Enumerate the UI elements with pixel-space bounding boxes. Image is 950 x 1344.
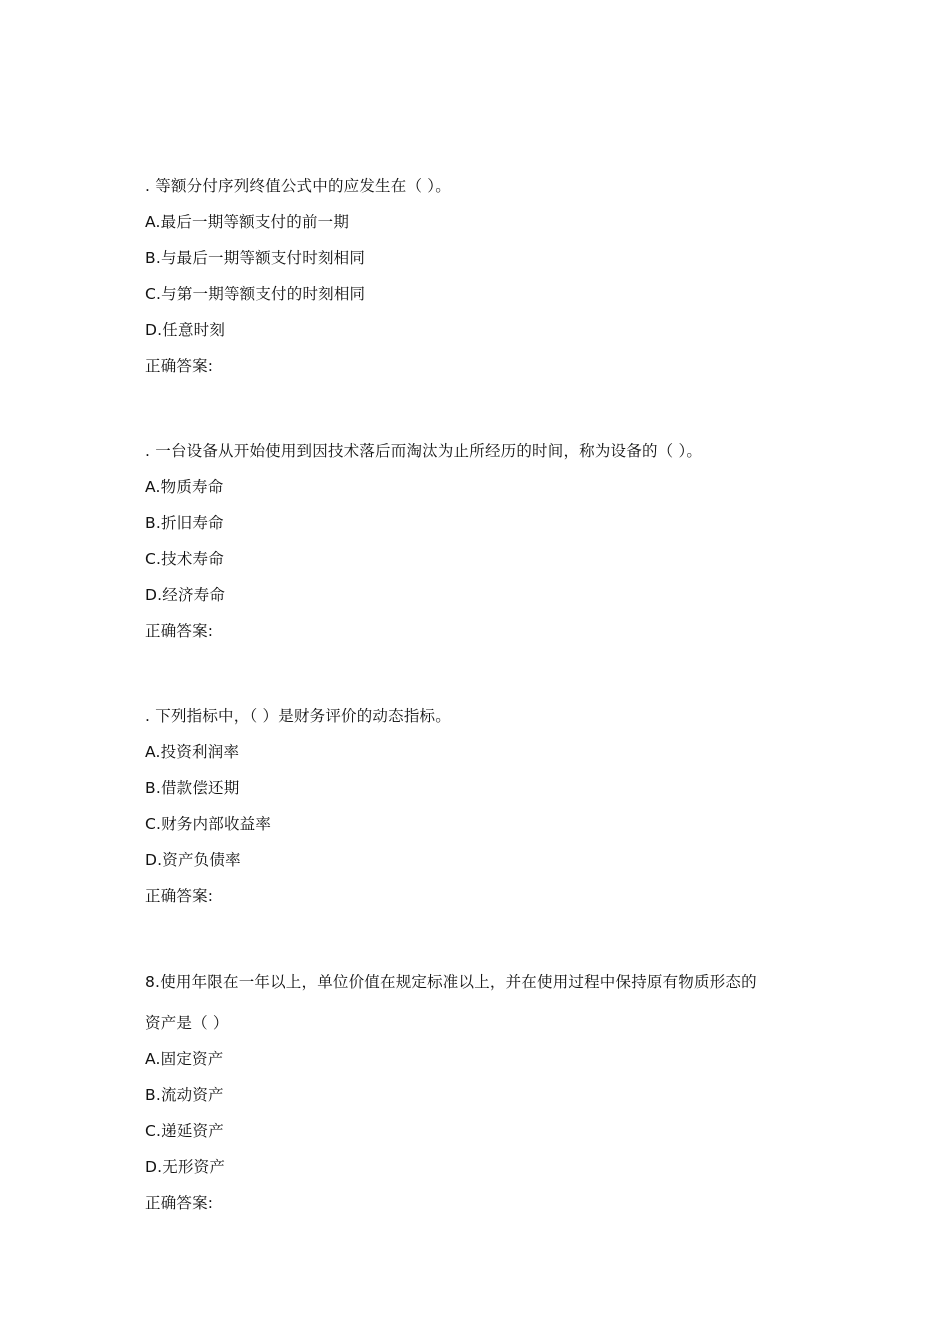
question-3-option-d: D.资产负债率	[145, 851, 241, 869]
question-1-answer-label: 正确答案:	[145, 357, 214, 375]
question-3-option-c: C.财务内部收益率	[145, 815, 272, 833]
question-8-stem: 8.使用年限在一年以上，单位价值在规定标准以上，并在使用过程中保持原有物质形态的	[145, 973, 757, 991]
question-2-option-d: D.经济寿命	[145, 586, 226, 604]
question-8-answer-label: 正确答案:	[145, 1194, 214, 1212]
question-2-option-b: B.折旧寿命	[145, 514, 224, 532]
question-1-option-b: B.与最后一期等额支付时刻相同	[145, 249, 366, 267]
question-2-option-a: A.物质寿命	[145, 478, 224, 496]
question-2-stem: . 一台设备从开始使用到因技术落后而淘汰为止所经历的时间，称为设备的（ ）。	[145, 442, 703, 460]
question-8-option-c: C.递延资产	[145, 1122, 224, 1140]
question-1-option-d: D.任意时刻	[145, 321, 226, 339]
question-3-option-b: B.借款偿还期	[145, 779, 240, 797]
question-3-option-a: A.投资利润率	[145, 743, 240, 761]
question-8-option-a: A.固定资产	[145, 1050, 224, 1068]
question-8-option-d: D.无形资产	[145, 1158, 226, 1176]
question-8-option-b: B.流动资产	[145, 1086, 224, 1104]
question-3-stem: . 下列指标中，（ ）是财务评价的动态指标。	[145, 707, 451, 725]
question-2-option-c: C.技术寿命	[145, 550, 224, 568]
question-1-stem: . 等额分付序列终值公式中的应发生在（ ）。	[145, 177, 451, 195]
question-3-answer-label: 正确答案:	[145, 887, 214, 905]
question-2-answer-label: 正确答案:	[145, 622, 214, 640]
question-1-option-a: A.最后一期等额支付的前一期	[145, 213, 350, 231]
question-1-option-c: C.与第一期等额支付的时刻相同	[145, 285, 366, 303]
question-8-stem-continued: 资产是（ ）	[145, 1014, 229, 1032]
